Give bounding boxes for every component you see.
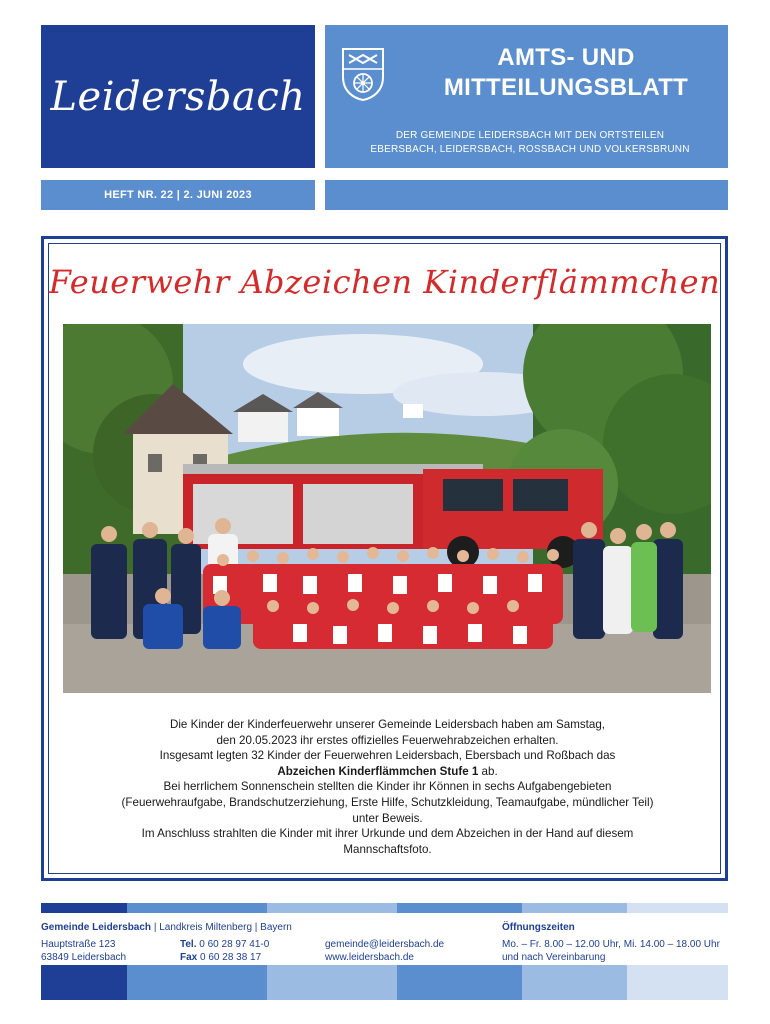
footer-contact <box>325 938 444 964</box>
publication-title: AMTS- UND MITTEILUNGSBLATT <box>443 44 689 101</box>
group-photo <box>63 324 711 693</box>
footer-phone-fax: Tel. 0 60 28 97 41-0 Fax 0 60 28 38 17 <box>180 939 270 963</box>
article-headline: Feuerwehr Abzeichen Kinderflämmchen <box>48 263 721 301</box>
article-body: Die Kinder der Kinderfeuerwehr unserer Gemeinde Leidersbach haben am Samstag, den 20.05.2023 ihr erstes offizielles Feuerwehrabzeichen erhalten. Insgesamt legten 32 Kinder der Feuerwehren Leidersbach, Ebersbach und Roßbach das Abzeichen Kinderflämmchen Stufe 1 ab. Bei herrlichem Sonnenschein stellten die Kinder ihr Können in sechs Aufgabengebieten (Feuerwehraufgabe, Brandschutzerziehung, Erste Hilfe, Schutzkleidung, Teamaufgabe, mündlicher Teil) unter Beweis. Im Anschluss strahlten die Kinder mit ihrer Urkunde und dem Abzeichen in der Hand auf diesem Mannschaftsfoto. <box>121 718 654 856</box>
opening-hours: Mo. – Fr. 8.00 – 12.00 Uhr, Mi. 14.00 – 18.00 Uhr und nach Vereinbarung <box>502 939 720 963</box>
masthead-title-box <box>325 25 728 168</box>
footer-bottom-bar <box>41 965 728 1000</box>
masthead-logo-box <box>41 25 315 168</box>
publication-subtitle: DER GEMEINDE LEIDERSBACH MIT DEN ORTSTEILEN EBERSBACH, LEIDERSBACH, ROSSBACH UND VOLKERSBRUNN <box>370 130 690 155</box>
issue-bar <box>325 180 728 210</box>
email-link[interactable]: gemeinde@leidersbach.de <box>325 939 445 950</box>
article-frame <box>41 236 728 881</box>
phone-number[interactable]: 0 60 28 97 41-0 <box>196 939 270 950</box>
municipal-crest-icon <box>341 47 385 101</box>
website-link[interactable]: www.leidersbach.de <box>325 952 414 963</box>
footer-address: Hauptstraße 123 63849 Leidersbach <box>41 939 127 963</box>
issue-number: HEFT NR. 22 | 2. JUNI 2023 <box>41 180 315 210</box>
municipality-logo: Leidersbach <box>50 73 306 120</box>
opening-hours-title: Öffnungszeiten <box>502 922 575 933</box>
fax-number: 0 60 28 38 17 <box>197 952 262 963</box>
footer-organisation: Gemeinde Leidersbach | Landkreis Miltenberg | Bayern <box>41 922 292 933</box>
footer-top-bar <box>41 903 728 913</box>
group-photo-illustration <box>63 324 711 693</box>
